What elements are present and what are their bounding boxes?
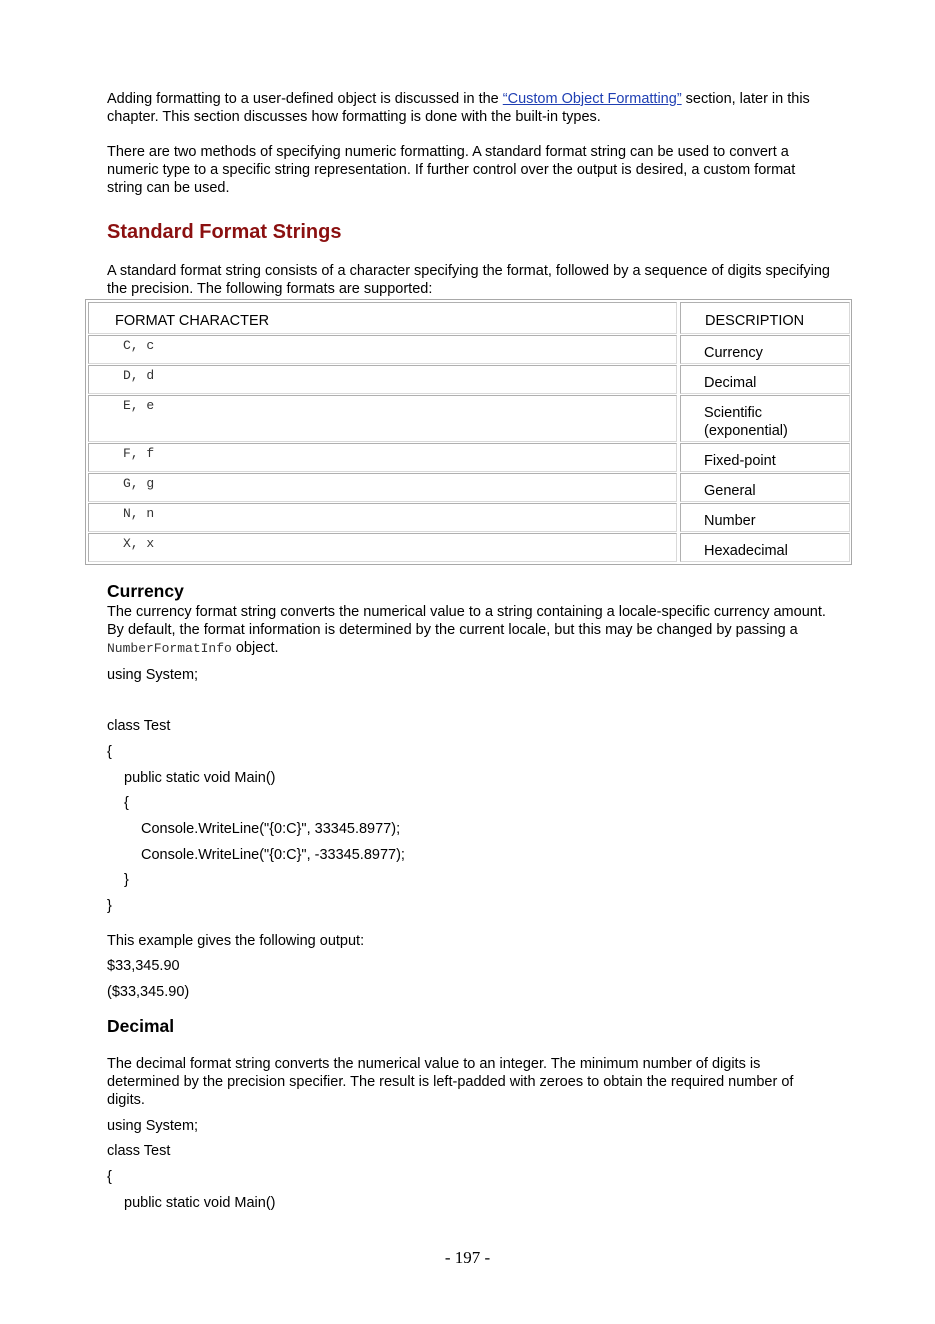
code-line: Console.WriteLine("{0:C}", -33345.8977); <box>141 847 405 863</box>
code-line: } <box>124 872 129 888</box>
table-header-format <box>88 302 677 334</box>
standard-format-strings-heading: Standard Format Strings <box>107 221 342 243</box>
table-row-description: Fixed-point <box>680 443 850 472</box>
table-row-format: E, e <box>88 395 677 442</box>
custom-object-formatting-link[interactable]: “Custom Object Formatting” <box>502 91 682 107</box>
output-intro: This example gives the following output: <box>107 933 365 949</box>
table-row-format: N, n <box>88 503 677 532</box>
currency-heading: Currency <box>107 581 184 601</box>
intro-text-after: section, later in this chapter. This section discusses how formatting is done with the built-in types. <box>107 91 810 125</box>
currency-paragraph <box>107 603 832 658</box>
table-row-format: D, d <box>88 365 677 394</box>
code-line: class Test <box>107 1143 171 1159</box>
table-row-description: Hexadecimal <box>680 533 850 562</box>
table-header-description-label: DESCRIPTION <box>705 313 805 329</box>
table-row-format: F, f <box>88 443 677 472</box>
table-row-description: General <box>680 473 850 502</box>
code-line: Console.WriteLine("{0:C}", 33345.8977); <box>141 821 401 837</box>
page-number: - 197 - <box>444 1248 491 1267</box>
code-line: } <box>107 898 112 914</box>
format-table <box>85 299 852 565</box>
table-row-description: Number <box>680 503 850 532</box>
decimal-heading: Decimal <box>107 1016 175 1036</box>
code-line: class Test <box>107 718 171 734</box>
code-line: { <box>107 1169 112 1185</box>
currency-text-before: The currency format string converts the numerical value to a string containing a locale-specific currency amount. By default, the format information is determined by the current locale, but this may be changed by passing a <box>107 604 826 638</box>
standard-format-paragraph: A standard format string consists of a character specifying the format, followed by a sequence of digits specifying the precision. The following formats are supported: <box>107 263 830 297</box>
intro-text-before: Adding formatting to a user-defined object is discussed in the <box>107 91 503 107</box>
intro-paragraph-2: There are two methods of specifying numeric formatting. A standard format string can be used to convert a numeric type to a specific string representation. If further control over the output is desired, a custom format string can be used. <box>107 144 796 196</box>
table-header-description <box>680 302 850 334</box>
table-row-format: G, g <box>88 473 677 502</box>
table-row-format: X, x <box>88 533 677 562</box>
table-row-format: C, c <box>88 335 677 364</box>
code-line: { <box>107 744 112 760</box>
decimal-paragraph: The decimal format string converts the numerical value to an integer. The minimum number of digits is determined by the precision specifier. The result is left-padded with zeroes to obtain the required number of digits. <box>107 1056 794 1108</box>
intro-paragraph-1 <box>107 90 832 126</box>
table-row-description: Currency <box>680 335 850 364</box>
output-line: $33,345.90 <box>107 958 180 974</box>
code-line: { <box>124 795 129 811</box>
table-row-description: Decimal <box>680 365 850 394</box>
code-line: public static void Main() <box>124 770 276 786</box>
table-header-format-label: FORMAT CHARACTER <box>115 313 270 329</box>
code-line: using System; <box>107 667 199 683</box>
table-row-description: Scientific (exponential) <box>680 395 850 442</box>
code-line: using System; <box>107 1118 199 1134</box>
code-line: public static void Main() <box>124 1195 276 1211</box>
currency-text-after: object. <box>231 640 279 656</box>
output-line: ($33,345.90) <box>107 984 190 1000</box>
number-format-info-code: NumberFormatInfo <box>107 641 232 656</box>
